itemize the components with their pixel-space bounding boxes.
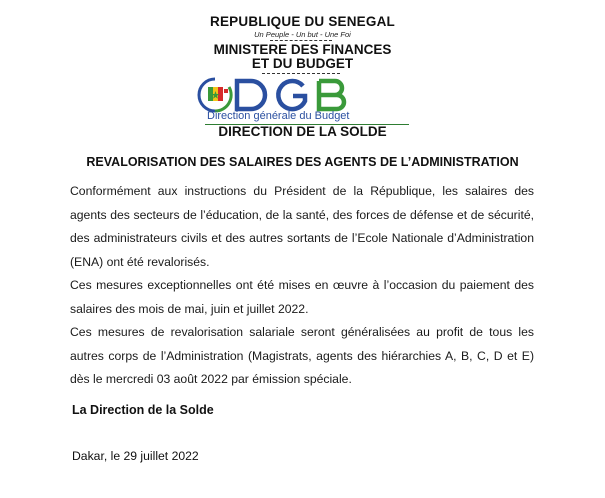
dgb-logo	[193, 75, 413, 125]
paragraph-1: Conformément aux instructions du Président de la République, les salaires des agents des secteurs de l’éducation, de la santé, des forces de défense et de sécurité, des administrateurs civils et des autres sortants de l’Ecole Nationale d’Administration (ENA) ont été revalorisés.	[70, 184, 534, 269]
paragraph-2: Ces mesures exceptionnelles ont été mises en œuvre à l’occasion du paiement des salaires des mois de mai, juin et juillet 2022.	[70, 278, 534, 316]
signature: La Direction de la Solde	[72, 403, 214, 417]
republic-heading: REPUBLIQUE DU SENEGAL	[210, 14, 395, 29]
document-title: REVALORISATION DES SALAIRES DES AGENTS DE L’ADMINISTRATION	[86, 155, 519, 169]
document-body	[70, 180, 534, 392]
ministry-line-2: ET DU BUDGET	[251, 56, 354, 71]
dgb-letters-icon	[237, 81, 344, 109]
header-separator	[262, 73, 340, 74]
paragraph-3: Ces mesures de revalorisation salariale seront généralisées au profit de tous les autres corps de l’Administration (Magistrats, agents des hiérarchies A, B, C, D et E) dès le mercredi 03 août 2022 par émission spéciale.	[70, 325, 534, 386]
ministry-heading	[0, 43, 605, 71]
date-place: Dakar, le 29 juillet 2022	[72, 449, 199, 463]
ministry-line-1: MINISTERE DES FINANCES	[213, 42, 392, 57]
logo-subtitle: Direction générale du Budget	[207, 110, 350, 122]
national-motto: Un Peuple - Un but - Une Foi	[254, 30, 351, 39]
dgb-logo-graphic	[193, 75, 413, 115]
header-separator	[270, 40, 332, 41]
direction-heading: DIRECTION DE LA SOLDE	[218, 124, 387, 139]
emblem-icon	[199, 79, 231, 111]
